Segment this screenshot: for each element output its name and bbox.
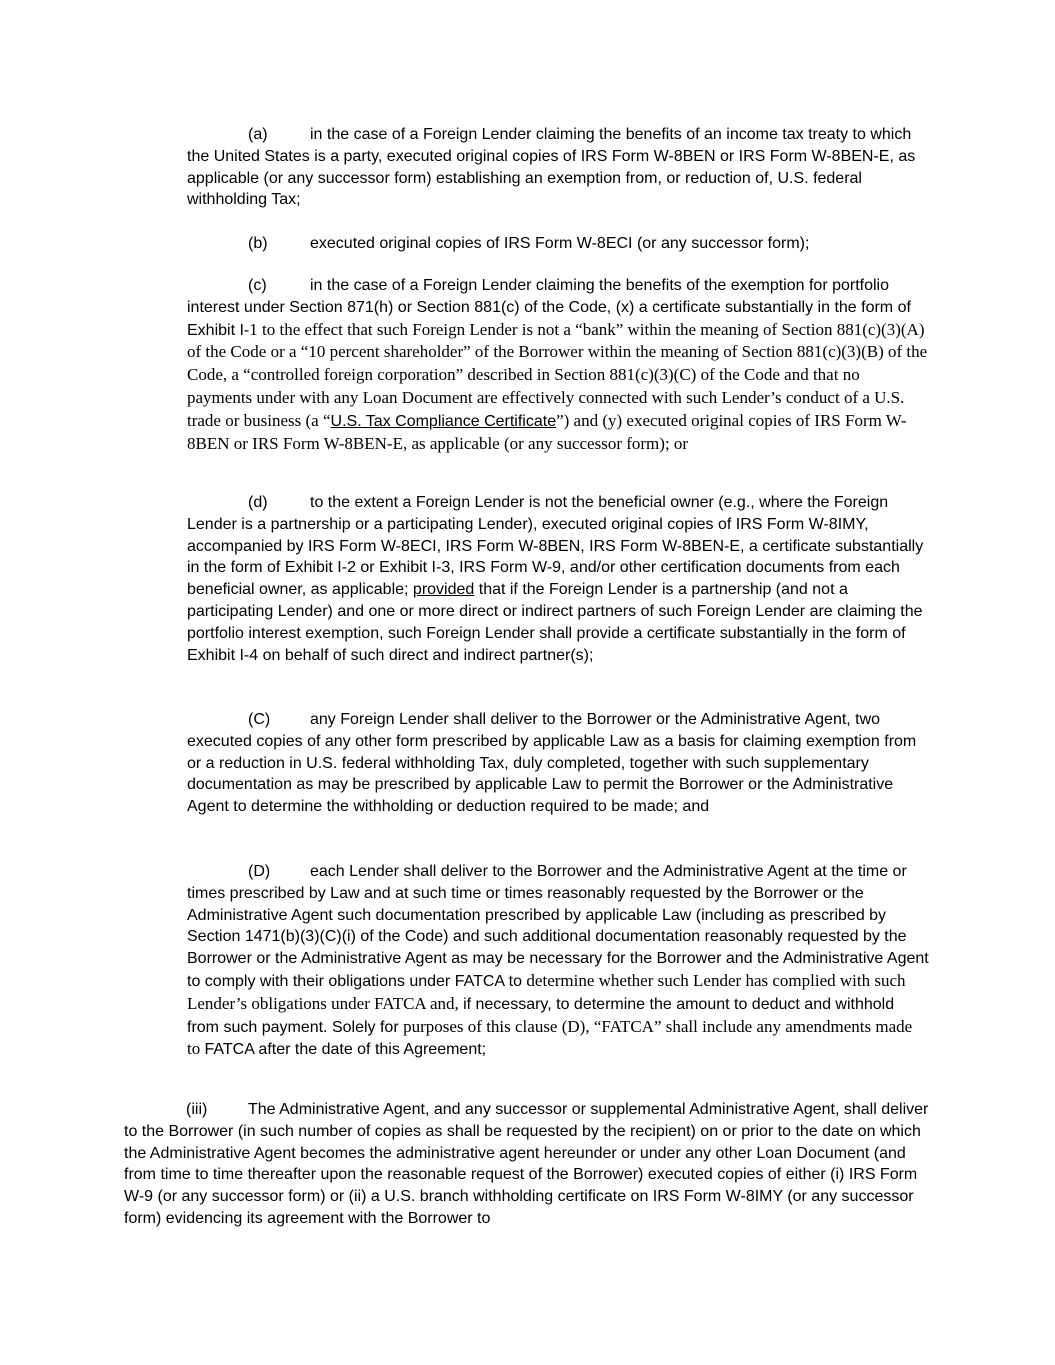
clause-text: FATCA after the date of this Agreement;	[204, 1041, 487, 1059]
clause-text: executed original copies of IRS Form W-8ECI (or any successor form);	[310, 235, 810, 252]
clause-b	[187, 233, 929, 255]
clause-upper-c	[187, 709, 929, 818]
clause-text: in the case of a Foreign Lender claiming the benefits of an income tax treaty to which the United States is a party, executed original copies of IRS Form W-8BEN or IRS Form W-8BEN-E, as applicable (or any successor form) establishing an exemption from, or reduction of, U.S. federal withholding Tax;	[187, 126, 916, 209]
clause-a	[187, 124, 929, 211]
clause-label: (b)	[248, 235, 268, 252]
clause-upper-d	[187, 861, 929, 1061]
paragraph-text: The Administrative Agent, and any successor or supplemental Administrative Agent, shall deliver to the Borrower (in such number of copies as shall be requested by the recipient) on or prior to the date on which the Administrative Agent becomes the administrative agent hereunder or under any other Loan Document (and from time to time thereafter upon the reasonable request of the Borrower) executed copies of either (i) IRS Form W-9 (or any successor form) or (ii) a U.S. branch withholding certificate on IRS Form W-8IMY (or any successor form) evidencing its agreement with the Borrower to	[124, 1101, 929, 1227]
clause-text: to the extent a Foreign Lender is not the beneficial owner (e.g., where the Foreign Lender is a partnership or a participating Lender), executed original copies of IRS Form W-8IMY, accompanied by IRS Form W-8ECI, IRS Form W-8BEN, IRS Form W-8BEN-E, a certificate substantially in the form of Exhibit I-2 or Exhibit I-3, IRS Form W-9, and/or other certification documents from each beneficial owner, as applicable;	[187, 494, 924, 599]
clause-label: (c)	[248, 277, 267, 294]
clause-label: (C)	[248, 711, 271, 728]
clause-text: if necessary, to determine the amount to deduct and withhold from such payment. Solely for	[187, 995, 895, 1036]
clause-text: ”) and (y) executed original copies of IRS Form W-8BEN or IRS Form W-8BEN-E, as applicable (or any successor form); or	[187, 410, 907, 453]
clause-text: that if the Foreign Lender is a partnership (and not a participating Lender) and one or more direct or indirect partners of such Foreign Lender are claiming the portfolio interest exemption, such Foreign Lender shall provide a certificate substantially in the form of Exhibit I-4 on behalf of such direct and indirect partner(s);	[187, 581, 923, 664]
clause-c	[187, 275, 929, 455]
proviso-term: provided	[412, 581, 475, 599]
clause-text: 1 to the effect that such Foreign Lender is not a “bank” within the meaning of Section 881(c)(3)(A) of the Code or a “10 percent shareholder” of the Borrower within the meaning of Section 881(c)(3)(B) of the Code, a “controlled foreign corporation” described in Section 881(c)(3)(C) of the Code and that no payments under with any Loan Document are effectively connected with such Lender’s conduct of a U.S. trade or business (a “	[187, 319, 928, 430]
clause-text: determine whether such Lender has complied with such Lender’s obligations under FATCA and,	[187, 970, 906, 1013]
clause-text: purposes of this clause (D), “FATCA” shall include any amendments made to	[187, 1016, 913, 1059]
clause-text: each Lender shall deliver to the Borrower and the Administrative Agent at the time or times prescribed by Law and at such time or times reasonably requested by the Borrower or the Administrative Agent such documentation prescribed by applicable Law (including as prescribed by Section 1471(b)(3)(C)(i) of the Code) and such additional documentation reasonably requested by the Borrower or the Administrative Agent as may be necessary for the Borrower and the Administrative Agent to comply with their obligations under FATCA to	[187, 863, 929, 990]
clause-text: any Foreign Lender shall deliver to the Borrower or the Administrative Agent, two executed copies of any other form prescribed by applicable Law as a basis for claiming exemption from or a reduction in U.S. federal withholding Tax, duly completed, together with such supplementary documentation as may be prescribed by applicable Law to permit the Borrower or the Administrative Agent to determine the withholding or deduction required to be made; and	[187, 711, 917, 816]
paragraph-iii	[124, 1099, 929, 1230]
clause-label: (D)	[248, 863, 271, 880]
paragraph-label: (iii)	[186, 1101, 208, 1118]
clause-d	[187, 492, 929, 666]
clause-text: in the case of a Foreign Lender claiming the benefits of the exemption for portfolio interest under Section 871(h) or Section 881(c) of the Code, (x) a certificate substantially in the form of Exhibit I-	[187, 277, 911, 339]
clause-label: (d)	[248, 494, 268, 511]
clause-label: (a)	[248, 126, 268, 143]
defined-term: U.S. Tax Compliance Certificate	[330, 412, 557, 430]
